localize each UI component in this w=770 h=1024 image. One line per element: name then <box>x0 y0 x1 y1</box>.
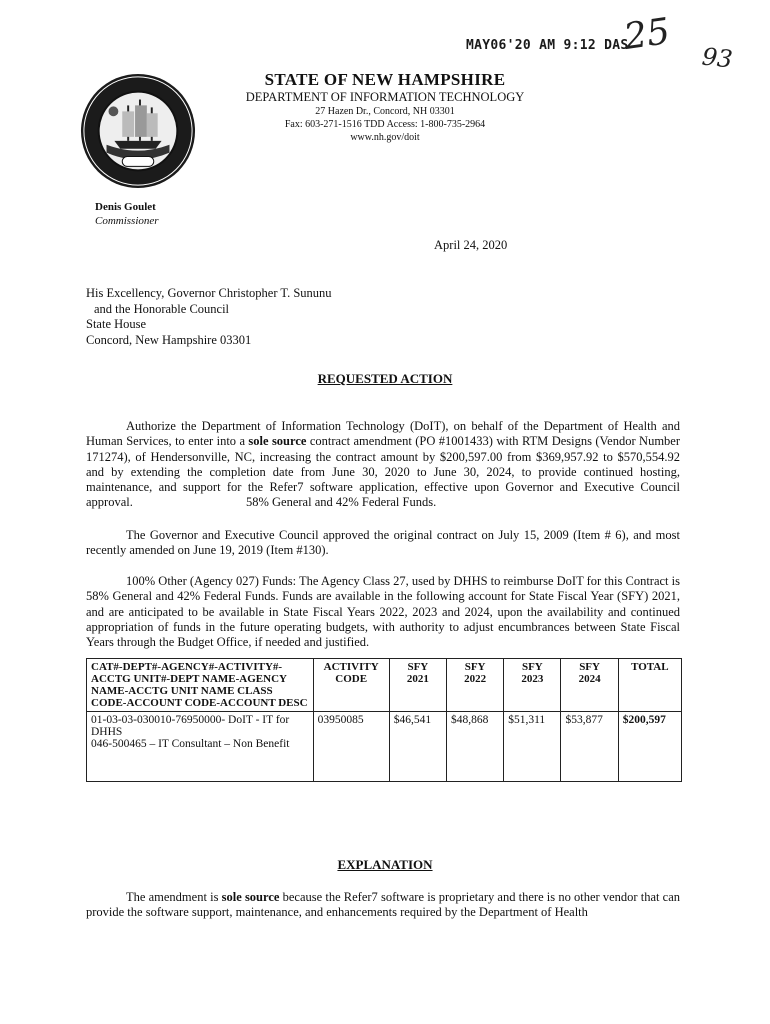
recipient-line: State House <box>86 317 147 331</box>
para-bold: sole source <box>248 434 307 449</box>
commissioner-name: Denis Goulet <box>95 201 156 213</box>
cell-text: 01-03-03-030010-76950000- DoIT - IT for DHHS <box>91 714 290 738</box>
requested-action-heading: REQUESTED ACTION <box>317 371 453 386</box>
recipient-line: and the Honorable Council <box>94 301 230 316</box>
table-header-row <box>87 659 682 712</box>
funding-table <box>86 658 682 782</box>
letterhead-address: 27 Hazen Dr., Concord, NH 03301 <box>315 106 455 117</box>
header-text: ACTIVITY <box>323 661 379 673</box>
explanation-paragraph <box>86 890 680 921</box>
letterhead-department: DEPARTMENT OF INFORMATION TECHNOLOGY <box>245 90 525 104</box>
table-cell-sfy2023: $51,311 <box>504 712 561 782</box>
table-header-account: CAT#-DEPT#-AGENCY#-ACTIVITY#-ACCTG UNIT#-DEPT NAME-AGENCY NAME-ACCTG UNIT NAME CLASS CODE-ACCOUNT CODE-ACCOUNT DESC <box>87 659 314 712</box>
recipient-line: His Excellency, Governor Christopher T. Sununu <box>86 286 332 300</box>
handwritten-number: 25 <box>621 11 673 58</box>
table-header-sfy2021 <box>389 659 446 712</box>
header-text: SFY <box>521 661 543 673</box>
para-text: 100% Other (Agency 027) Funds: The Agency Class 27, used by DHHS to reimburse DoIT for this Contract is 58% General and 42% Federal Funds. Funds are available in the following account for State Fiscal Year (SFY) 2021, and are anticipated to be available in State Fiscal Years 2022, 2023 and 2024, upon the availability and continued appropriation of funds in the future operating budgets, with authority to adjust encumbrances between State Fiscal Years through the Budget Office, if needed and justified. <box>86 574 680 650</box>
funding-paragraph <box>86 574 680 650</box>
table-header-total: TOTAL <box>618 659 681 712</box>
para-text: Authorize the Department of Information Technology (DoIT), on behalf of the Department of Health and Human Services, to enter into a <box>86 419 680 449</box>
recipient-address <box>86 286 332 348</box>
header-text: 2024 <box>578 673 601 685</box>
header-text: 2022 <box>464 673 487 685</box>
header-text: 2021 <box>406 673 429 685</box>
state-seal-icon <box>79 72 197 190</box>
para-bold: sole source <box>221 890 280 904</box>
recipient-line: Concord, New Hampshire 03301 <box>86 332 252 347</box>
explanation-heading: EXPLANATION <box>337 857 433 872</box>
letterhead-website: www.nh.gov/doit <box>350 132 420 143</box>
para-text: contract amendment (PO #1001433) with RTM Designs (Vendor Number 171274), of Hendersonville, NC, increasing the contract amount by $200,597.00 from $369,957.92 to $570,554.92 and by extending the completion date from June 30, 2020 to June 30, 2024, to provide continued hosting, maintenance, and support for the Refer7 software application, effective upon Governor and Executive Council approval. <box>86 434 681 510</box>
table-header-sfy2023 <box>504 659 561 712</box>
table-header-activity <box>313 659 389 712</box>
header-text: SFY <box>579 661 600 673</box>
table-cell-sfy2021: $46,541 <box>389 712 446 782</box>
commissioner-block <box>95 200 159 228</box>
table-header-sfy2024 <box>561 659 618 712</box>
letterhead-contact: Fax: 603-271-1516 TDD Access: 1-800-735-2964 <box>284 119 486 130</box>
table-cell-account <box>87 712 314 782</box>
table-cell-total: $200,597 <box>618 712 681 782</box>
approval-history-paragraph <box>86 528 680 559</box>
header-text: SFY <box>407 661 429 673</box>
table-cell-sfy2022: $48,868 <box>446 712 503 782</box>
header-text: 2023 <box>521 673 544 685</box>
letter-date: April 24, 2020 <box>434 238 508 252</box>
table-header-sfy2022 <box>446 659 503 712</box>
cell-text: 046-500465 – IT Consultant – Non Benefit <box>91 738 290 750</box>
header-text: CODE <box>335 673 368 685</box>
handwritten-initials: 93 <box>700 42 734 74</box>
para-text: because the Refer7 software is proprietary and there is no other vendor that can provide the software support, maintenance, and enhancements required by the Department of Health <box>86 890 681 920</box>
header-text: SFY <box>464 661 486 673</box>
para-text: The amendment is <box>126 890 222 904</box>
table-cell-sfy2024: $53,877 <box>561 712 618 782</box>
funds-split: 58% General and 42% Federal Funds. <box>245 495 437 510</box>
requested-action-paragraph <box>86 419 680 511</box>
table-cell-activity-code: 03950085 <box>313 712 389 782</box>
table-row <box>87 712 682 782</box>
letterhead <box>200 70 570 144</box>
para-text: The Governor and Executive Council approved the original contract on July 15, 2009 (Item # 6), and most recently amended on June 19, 2019 (Item #130). <box>86 528 680 558</box>
received-stamp: MAY06'20 AM 9:12 DAS <box>466 38 629 53</box>
commissioner-title: Commissioner <box>95 215 159 227</box>
letterhead-title: STATE OF NEW HAMPSHIRE <box>264 70 506 89</box>
